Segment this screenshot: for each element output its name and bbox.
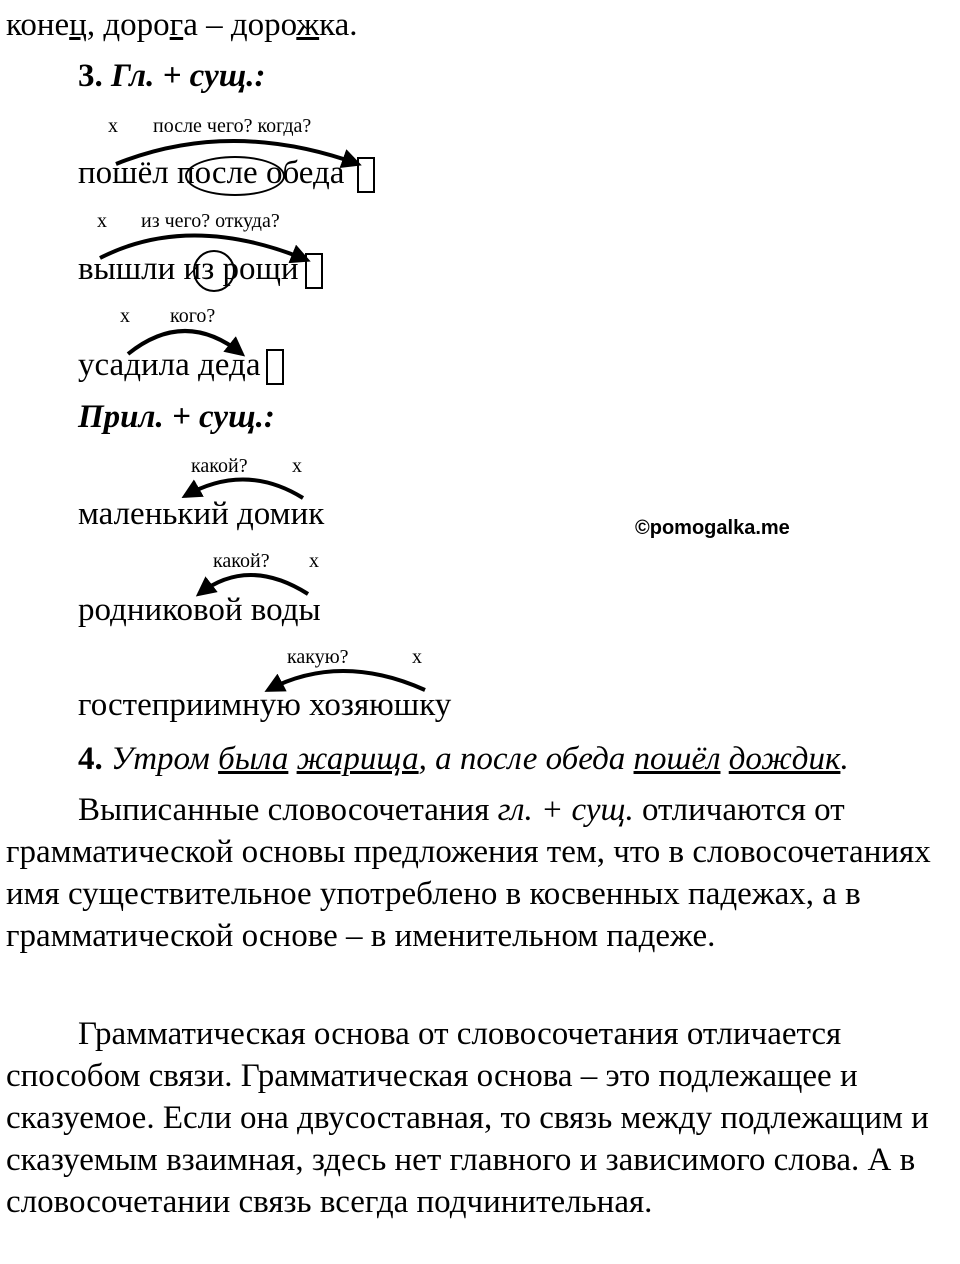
ending: а xyxy=(245,347,261,383)
x-mark: х xyxy=(120,305,130,327)
arrow-6 xyxy=(268,671,425,690)
arrow-2 xyxy=(100,235,307,260)
x-mark: х xyxy=(309,550,319,572)
arrow-4 xyxy=(185,479,303,498)
section-4-sentence xyxy=(78,738,849,780)
paragraph-text: Выписанные словосочетания xyxy=(78,792,498,828)
ending: а xyxy=(329,155,345,191)
text-segment: а – доро xyxy=(183,7,297,43)
paragraph-1 xyxy=(6,789,956,957)
italic-term: гл. + сущ. xyxy=(497,792,634,828)
arrow-5 xyxy=(199,575,308,594)
preposition: из xyxy=(183,251,215,287)
main-word: вышли xyxy=(78,251,176,287)
underlined-letter: ж xyxy=(296,7,320,43)
text-segment: коне xyxy=(6,7,70,43)
sentence-word: Утром xyxy=(111,741,210,777)
underlined-letter: г xyxy=(169,7,184,43)
paragraph-text: отличаются от грамматической основы предложения тем, что в словосочетаниях имя существительное употреблено в косвенных падежах, а в грамматической основе – в именительном падеже. xyxy=(6,792,931,954)
question-label: после чего? когда? xyxy=(153,115,312,137)
question-label: какой? xyxy=(213,550,270,572)
section-title: Гл. + сущ.: xyxy=(111,58,266,94)
dependent-word: рощ xyxy=(222,251,281,287)
subject: дождик xyxy=(728,741,841,777)
x-mark: х xyxy=(412,646,422,668)
question-label: какую? xyxy=(287,646,349,668)
question-label: из чего? откуда? xyxy=(141,210,280,232)
predicate: пошёл xyxy=(633,741,721,777)
sentence-word: , а после обеда xyxy=(418,741,626,777)
sentence-end: . xyxy=(840,741,849,777)
text-segment: ка. xyxy=(319,7,358,43)
section-number: 4. xyxy=(78,741,103,777)
paragraph-2 xyxy=(6,1013,956,1223)
dependent-word: обед xyxy=(265,155,330,191)
x-mark: х xyxy=(108,115,118,137)
main-word: пошёл xyxy=(78,155,169,191)
main-word: усадила xyxy=(78,347,190,383)
dependent-word: дед xyxy=(198,347,246,383)
question-label: какой? xyxy=(191,455,248,477)
text-segment: , доро xyxy=(86,7,170,43)
x-mark: х xyxy=(97,210,107,232)
section-title: Прил. + сущ.: xyxy=(78,399,275,435)
arrow-1 xyxy=(116,141,358,164)
arrow-3 xyxy=(128,331,242,354)
phrase-row: гостеприимную хозяюшку xyxy=(78,687,452,723)
watermark: ©pomogalka.me xyxy=(635,517,790,539)
preposition: после xyxy=(176,155,258,191)
underlined-letter: ц xyxy=(69,7,87,43)
phrase-row: маленький домик xyxy=(78,496,325,532)
section-number: 3. xyxy=(78,58,103,94)
predicate: была xyxy=(218,741,289,777)
subject: жарища xyxy=(296,741,419,777)
x-mark: х xyxy=(292,455,302,477)
paragraph-text: Грамматическая основа от словосочетания отличается способом связи. Грамматическая основа – это подлежащее и сказуемое. Если она двусоставная, то связь между подлежащим и сказуемым взаимная, здесь нет главного и зависимого слова. А в словосочетании связь всегда подчинительная. xyxy=(6,1016,929,1220)
ending: и xyxy=(280,251,299,287)
question-label: кого? xyxy=(170,305,216,327)
phrase-row: родниковой воды xyxy=(78,592,321,628)
